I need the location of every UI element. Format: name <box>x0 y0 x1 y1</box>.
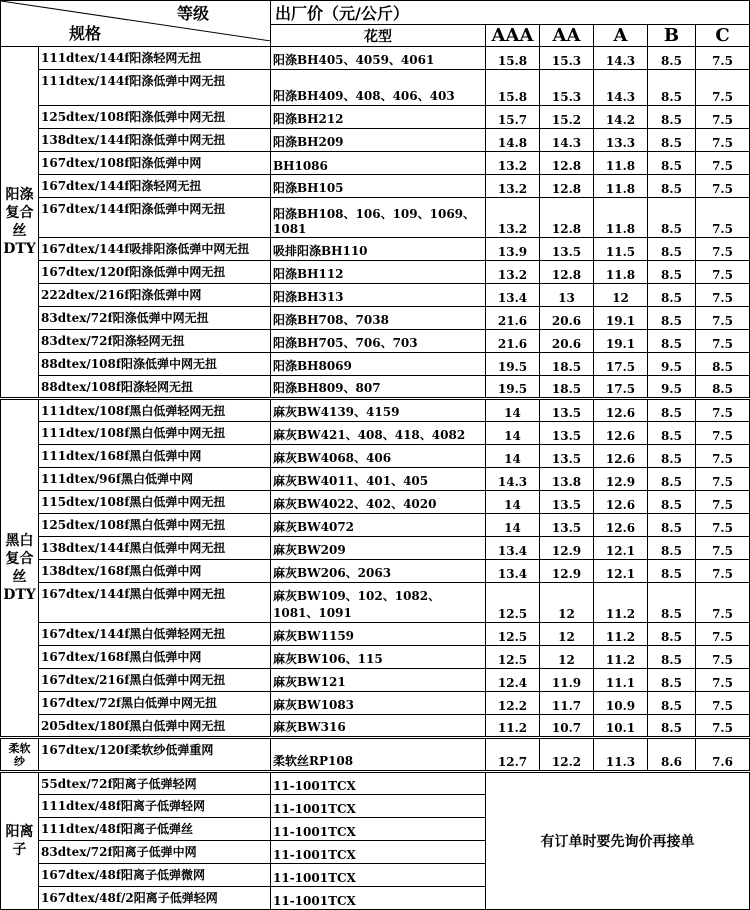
table-row <box>1 330 750 353</box>
spec-cell: 83dtex/72f阳离子低弹中网 <box>39 841 271 864</box>
spec-cell: 83dtex/72f阳涤轻网无扭 <box>39 330 271 353</box>
pattern-cell: 11-1001TCX <box>271 864 486 887</box>
price-cell: 10.9 <box>594 692 648 715</box>
price-cell: 8.5 <box>648 261 696 284</box>
price-cell: 12.6 <box>594 514 648 537</box>
table-row <box>1 106 750 129</box>
price-cell: 12 <box>540 646 594 669</box>
price-cell: 7.5 <box>696 175 750 198</box>
grade-header: AA <box>540 25 594 47</box>
table-row <box>1 738 750 772</box>
price-cell: 19.1 <box>594 330 648 353</box>
price-cell: 14.2 <box>594 106 648 129</box>
spec-cell: 222dtex/216f阳涤低弹中网 <box>39 284 271 307</box>
category-label: 阳离 <box>5 824 34 840</box>
price-cell: 7.5 <box>696 70 750 106</box>
price-cell: 13.5 <box>540 514 594 537</box>
price-cell: 14 <box>486 399 540 422</box>
price-cell: 7.5 <box>696 692 750 715</box>
price-cell: 13.2 <box>486 261 540 284</box>
price-cell: 8.5 <box>648 330 696 353</box>
pattern-cell: BH1086 <box>271 152 486 175</box>
spec-cell: 205dtex/180f黑白低弹中网无扭 <box>39 715 271 738</box>
price-cell: 12.9 <box>540 560 594 583</box>
price-cell: 21.6 <box>486 307 540 330</box>
price-cell: 12.2 <box>540 738 594 772</box>
category-label: 黑白 <box>5 533 34 549</box>
price-cell: 8.5 <box>648 583 696 623</box>
price-cell: 8.5 <box>648 646 696 669</box>
price-cell: 13 <box>540 284 594 307</box>
price-cell: 11.9 <box>540 669 594 692</box>
price-cell: 18.5 <box>540 353 594 376</box>
inquiry-note: 有订单时要先询价再接单 <box>486 772 750 910</box>
price-cell: 14.3 <box>594 70 648 106</box>
grade-header: AAA <box>486 25 540 47</box>
spec-cell: 167dtex/108f阳涤低弹中网 <box>39 152 271 175</box>
price-cell: 14 <box>486 491 540 514</box>
price-cell: 7.5 <box>696 106 750 129</box>
price-cell: 7.5 <box>696 129 750 152</box>
category-label: 阳涤 <box>5 187 34 203</box>
price-cell: 8.5 <box>648 284 696 307</box>
pattern-cell: 阳涤BH212 <box>271 106 486 129</box>
spec-cell: 167dtex/144f吸排阳涤低弹中网无扭 <box>39 238 271 261</box>
price-cell: 13.2 <box>486 152 540 175</box>
price-cell: 18.5 <box>540 376 594 399</box>
category-label: DTY <box>3 241 36 257</box>
price-cell: 7.5 <box>696 307 750 330</box>
price-cell: 12.2 <box>486 692 540 715</box>
price-cell: 11.8 <box>594 198 648 238</box>
price-cell: 13.2 <box>486 175 540 198</box>
price-cell: 8.5 <box>648 669 696 692</box>
price-cell: 12.8 <box>540 198 594 238</box>
pattern-cell: 麻灰BW121 <box>271 669 486 692</box>
price-cell: 8.5 <box>648 491 696 514</box>
price-cell: 7.5 <box>696 399 750 422</box>
price-cell: 19.1 <box>594 307 648 330</box>
table-row <box>1 537 750 560</box>
pattern-cell: 11-1001TCX <box>271 841 486 864</box>
price-cell: 17.5 <box>594 376 648 399</box>
spec-cell: 138dtex/144f阳涤低弹中网无扭 <box>39 129 271 152</box>
price-cell: 8.5 <box>648 715 696 738</box>
price-cell: 13.5 <box>540 491 594 514</box>
price-cell: 12.9 <box>594 468 648 491</box>
spec-cell: 88dtex/108f阳涤轻网无扭 <box>39 376 271 399</box>
table-row <box>1 646 750 669</box>
price-cell: 8.5 <box>648 106 696 129</box>
price-cell: 7.5 <box>696 468 750 491</box>
table-row <box>1 560 750 583</box>
pattern-cell: 麻灰BW106、115 <box>271 646 486 669</box>
price-cell: 13.4 <box>486 560 540 583</box>
price-cell: 8.6 <box>648 738 696 772</box>
price-cell: 9.5 <box>648 376 696 399</box>
price-cell: 8.5 <box>648 623 696 646</box>
table-row <box>1 307 750 330</box>
price-cell: 14 <box>486 445 540 468</box>
pattern-cell: 阳涤BH8069 <box>271 353 486 376</box>
spec-cell: 88dtex/108f阳涤低弹中网无扭 <box>39 353 271 376</box>
table-row <box>1 198 750 238</box>
pattern-cell: 麻灰BW4072 <box>271 514 486 537</box>
price-cell: 11.7 <box>540 692 594 715</box>
price-cell: 15.2 <box>540 106 594 129</box>
grade-header: C <box>696 25 750 47</box>
table-row <box>1 129 750 152</box>
pattern-cell: 阳涤BH809、807 <box>271 376 486 399</box>
pattern-cell: 麻灰BW4139、4159 <box>271 399 486 422</box>
grade-header: A <box>594 25 648 47</box>
price-cell: 8.5 <box>648 445 696 468</box>
spec-cell: 125dtex/108f黑白低弹中网无扭 <box>39 514 271 537</box>
category-label: 子 <box>12 842 27 858</box>
pattern-cell: 阳涤BH405、4059、4061 <box>271 47 486 70</box>
price-cell: 12.1 <box>594 560 648 583</box>
spec-cell: 167dtex/72f黑白低弹中网无扭 <box>39 692 271 715</box>
table-row <box>1 70 750 106</box>
price-cell: 11.2 <box>594 583 648 623</box>
price-cell: 8.5 <box>648 399 696 422</box>
pattern-cell: 麻灰BW421、408、418、4082 <box>271 422 486 445</box>
price-title: 出厂价（元/公斤） <box>271 1 750 25</box>
spec-cell: 167dtex/216f黑白低弹中网无扭 <box>39 669 271 692</box>
price-cell: 12.6 <box>594 399 648 422</box>
price-cell: 12.6 <box>594 491 648 514</box>
price-cell: 12.9 <box>540 537 594 560</box>
price-cell: 7.5 <box>696 330 750 353</box>
spec-cell: 167dtex/144f黑白低弹轻网无扭 <box>39 623 271 646</box>
table-row <box>1 422 750 445</box>
price-cell: 13.5 <box>540 238 594 261</box>
price-cell: 20.6 <box>540 330 594 353</box>
pattern-cell: 阳涤BH409、408、406、403 <box>271 70 486 106</box>
price-cell: 7.5 <box>696 152 750 175</box>
price-cell: 12.8 <box>540 175 594 198</box>
spec-cell: 167dtex/48f/2阳离子低弹轻网 <box>39 887 271 910</box>
pattern-cell: 麻灰BW1083 <box>271 692 486 715</box>
price-cell: 11.1 <box>594 669 648 692</box>
table-row <box>1 353 750 376</box>
price-cell: 8.5 <box>648 152 696 175</box>
price-cell: 12.7 <box>486 738 540 772</box>
table-row <box>1 175 750 198</box>
pattern-cell: 麻灰BW4022、402、4020 <box>271 491 486 514</box>
price-cell: 13.9 <box>486 238 540 261</box>
price-cell: 7.5 <box>696 560 750 583</box>
spec-cell: 125dtex/108f阳涤低弹中网无扭 <box>39 106 271 129</box>
spec-cell: 167dtex/120f柔软纱低弹重网 <box>39 738 271 772</box>
price-cell: 7.5 <box>696 537 750 560</box>
price-cell: 15.3 <box>540 70 594 106</box>
price-cell: 8.5 <box>648 422 696 445</box>
price-cell: 14.8 <box>486 129 540 152</box>
price-cell: 8.5 <box>648 514 696 537</box>
price-cell: 12.5 <box>486 623 540 646</box>
category-cell <box>1 772 39 910</box>
spec-cell: 111dtex/168f黑白低弹中网 <box>39 445 271 468</box>
table-row <box>1 692 750 715</box>
table-row <box>1 514 750 537</box>
price-cell: 7.5 <box>696 238 750 261</box>
pattern-cell: 11-1001TCX <box>271 772 486 795</box>
price-cell: 11.8 <box>594 152 648 175</box>
price-cell: 13.4 <box>486 537 540 560</box>
pattern-cell: 麻灰BW4068、406 <box>271 445 486 468</box>
price-cell: 11.2 <box>594 646 648 669</box>
table-row <box>1 284 750 307</box>
category-cell <box>1 399 39 738</box>
price-cell: 12.6 <box>594 422 648 445</box>
price-cell: 8.5 <box>696 376 750 399</box>
grade-label: 等级 <box>177 4 210 23</box>
pattern-cell: 麻灰BW316 <box>271 715 486 738</box>
price-cell: 7.5 <box>696 422 750 445</box>
pattern-cell: 阳涤BH313 <box>271 284 486 307</box>
spec-cell: 167dtex/168f黑白低弹中网 <box>39 646 271 669</box>
price-cell: 9.5 <box>648 353 696 376</box>
price-cell: 8.5 <box>648 560 696 583</box>
table-row <box>1 261 750 284</box>
price-cell: 13.4 <box>486 284 540 307</box>
price-cell: 12.5 <box>486 646 540 669</box>
spec-cell: 111dtex/108f黑白低弹轻网无扭 <box>39 399 271 422</box>
price-cell: 7.5 <box>696 583 750 623</box>
price-cell: 12.5 <box>486 583 540 623</box>
table-row <box>1 583 750 623</box>
price-cell: 13.8 <box>540 468 594 491</box>
price-cell: 8.5 <box>648 692 696 715</box>
price-cell: 13.5 <box>540 399 594 422</box>
category-label: 复合 <box>5 205 34 221</box>
category-label: 丝 <box>12 569 27 585</box>
pattern-cell: 吸排阳涤BH110 <box>271 238 486 261</box>
price-cell: 8.5 <box>648 47 696 70</box>
table-row <box>1 623 750 646</box>
price-cell: 11.8 <box>594 261 648 284</box>
price-cell: 13.5 <box>540 445 594 468</box>
spec-label: 规格 <box>69 24 102 43</box>
spec-cell: 167dtex/48f阳离子低弹微网 <box>39 864 271 887</box>
pattern-cell: 柔软丝RP108 <box>271 738 486 772</box>
table-row <box>1 399 750 422</box>
spec-cell: 55dtex/72f阳离子低弹轻网 <box>39 772 271 795</box>
pattern-cell: 麻灰BW209 <box>271 537 486 560</box>
price-cell: 7.5 <box>696 715 750 738</box>
price-cell: 7.5 <box>696 198 750 238</box>
price-cell: 14 <box>486 422 540 445</box>
category-label: 复合 <box>5 551 34 567</box>
price-cell: 21.6 <box>486 330 540 353</box>
price-cell: 14.3 <box>540 129 594 152</box>
price-cell: 14.3 <box>486 468 540 491</box>
spec-cell: 167dtex/144f阳涤轻网无扭 <box>39 175 271 198</box>
pattern-cell: 阳涤BH108、106、109、1069、1081 <box>271 198 486 238</box>
table-row <box>1 47 750 70</box>
spec-cell: 167dtex/144f黑白低弹中网无扭 <box>39 583 271 623</box>
pattern-cell: 麻灰BW4011、401、405 <box>271 468 486 491</box>
spec-cell: 138dtex/168f黑白低弹中网 <box>39 560 271 583</box>
price-cell: 7.5 <box>696 445 750 468</box>
price-cell: 11.2 <box>486 715 540 738</box>
spec-cell: 111dtex/144f阳涤轻网无扭 <box>39 47 271 70</box>
spec-cell: 115dtex/108f黑白低弹中网无扭 <box>39 491 271 514</box>
pattern-header: 花型 <box>271 25 486 47</box>
price-cell: 17.5 <box>594 353 648 376</box>
diagonal-line <box>1 1 271 41</box>
spec-cell: 167dtex/120f阳涤低弹中网无扭 <box>39 261 271 284</box>
spec-cell: 167dtex/144f阳涤低弹中网无扭 <box>39 198 271 238</box>
price-cell: 20.6 <box>540 307 594 330</box>
price-cell: 19.5 <box>486 376 540 399</box>
spec-cell: 111dtex/96f黑白低弹中网 <box>39 468 271 491</box>
price-cell: 19.5 <box>486 353 540 376</box>
price-cell: 15.3 <box>540 47 594 70</box>
pattern-cell: 11-1001TCX <box>271 795 486 818</box>
table-row <box>1 468 750 491</box>
price-cell: 12.6 <box>594 445 648 468</box>
price-cell: 7.5 <box>696 491 750 514</box>
price-cell: 8.5 <box>648 238 696 261</box>
price-cell: 12.4 <box>486 669 540 692</box>
price-cell: 7.6 <box>696 738 750 772</box>
category-label: 纱 <box>14 754 25 768</box>
pattern-cell: 麻灰BW206、2063 <box>271 560 486 583</box>
pattern-cell: 阳涤BH705、706、703 <box>271 330 486 353</box>
spec-cell: 111dtex/144f阳涤低弹中网无扭 <box>39 70 271 106</box>
table-row <box>1 491 750 514</box>
price-cell: 7.5 <box>696 623 750 646</box>
table-row <box>1 376 750 399</box>
price-cell: 13.2 <box>486 198 540 238</box>
pattern-cell: 阳涤BH209 <box>271 129 486 152</box>
price-cell: 7.5 <box>696 284 750 307</box>
price-cell: 8.5 <box>648 537 696 560</box>
spec-cell: 111dtex/108f黑白低弹中网无扭 <box>39 422 271 445</box>
price-cell: 7.5 <box>696 669 750 692</box>
table-row <box>1 152 750 175</box>
price-cell: 12 <box>594 284 648 307</box>
price-cell: 7.5 <box>696 646 750 669</box>
price-cell: 7.5 <box>696 47 750 70</box>
price-cell: 15.8 <box>486 70 540 106</box>
table-row <box>1 715 750 738</box>
price-cell: 10.7 <box>540 715 594 738</box>
price-cell: 12.1 <box>594 537 648 560</box>
spec-cell: 83dtex/72f阳涤低弹中网无扭 <box>39 307 271 330</box>
category-cell <box>1 47 39 399</box>
price-cell: 12.8 <box>540 261 594 284</box>
price-cell: 15.7 <box>486 106 540 129</box>
pattern-cell: 阳涤BH105 <box>271 175 486 198</box>
category-label: 柔软 <box>8 741 31 755</box>
price-cell: 8.5 <box>648 468 696 491</box>
price-cell: 12 <box>540 583 594 623</box>
grade-header: B <box>648 25 696 47</box>
price-cell: 8.5 <box>648 175 696 198</box>
header-diagonal-cell <box>1 1 271 47</box>
price-cell: 8.5 <box>648 307 696 330</box>
category-cell <box>1 738 39 772</box>
price-cell: 8.5 <box>696 353 750 376</box>
pattern-cell: 麻灰BW109、102、1082、1081、1091 <box>271 583 486 623</box>
category-label: DTY <box>3 587 36 603</box>
price-cell: 8.5 <box>648 70 696 106</box>
price-cell: 7.5 <box>696 261 750 284</box>
price-cell: 10.1 <box>594 715 648 738</box>
pattern-cell: 11-1001TCX <box>271 887 486 910</box>
spec-cell: 111dtex/48f阳离子低弹轻网 <box>39 795 271 818</box>
price-cell: 7.5 <box>696 514 750 537</box>
pattern-cell: 阳涤BH112 <box>271 261 486 284</box>
price-cell: 11.8 <box>594 175 648 198</box>
pattern-cell: 麻灰BW1159 <box>271 623 486 646</box>
pattern-cell: 阳涤BH708、7038 <box>271 307 486 330</box>
table-row <box>1 445 750 468</box>
table-row <box>1 238 750 261</box>
price-cell: 11.2 <box>594 623 648 646</box>
spec-cell: 111dtex/48f阳离子低弹丝 <box>39 818 271 841</box>
table-row <box>1 772 750 795</box>
pattern-cell: 11-1001TCX <box>271 818 486 841</box>
price-cell: 8.5 <box>648 129 696 152</box>
table-row <box>1 669 750 692</box>
price-cell: 12 <box>540 623 594 646</box>
price-cell: 14 <box>486 514 540 537</box>
price-cell: 11.3 <box>594 738 648 772</box>
price-cell: 11.5 <box>594 238 648 261</box>
category-label: 丝 <box>12 223 27 239</box>
price-cell: 14.3 <box>594 47 648 70</box>
spec-cell: 138dtex/144f黑白低弹中网无扭 <box>39 537 271 560</box>
price-cell: 13.5 <box>540 422 594 445</box>
price-cell: 15.8 <box>486 47 540 70</box>
price-cell: 8.5 <box>648 198 696 238</box>
price-cell: 13.3 <box>594 129 648 152</box>
price-cell: 12.8 <box>540 152 594 175</box>
